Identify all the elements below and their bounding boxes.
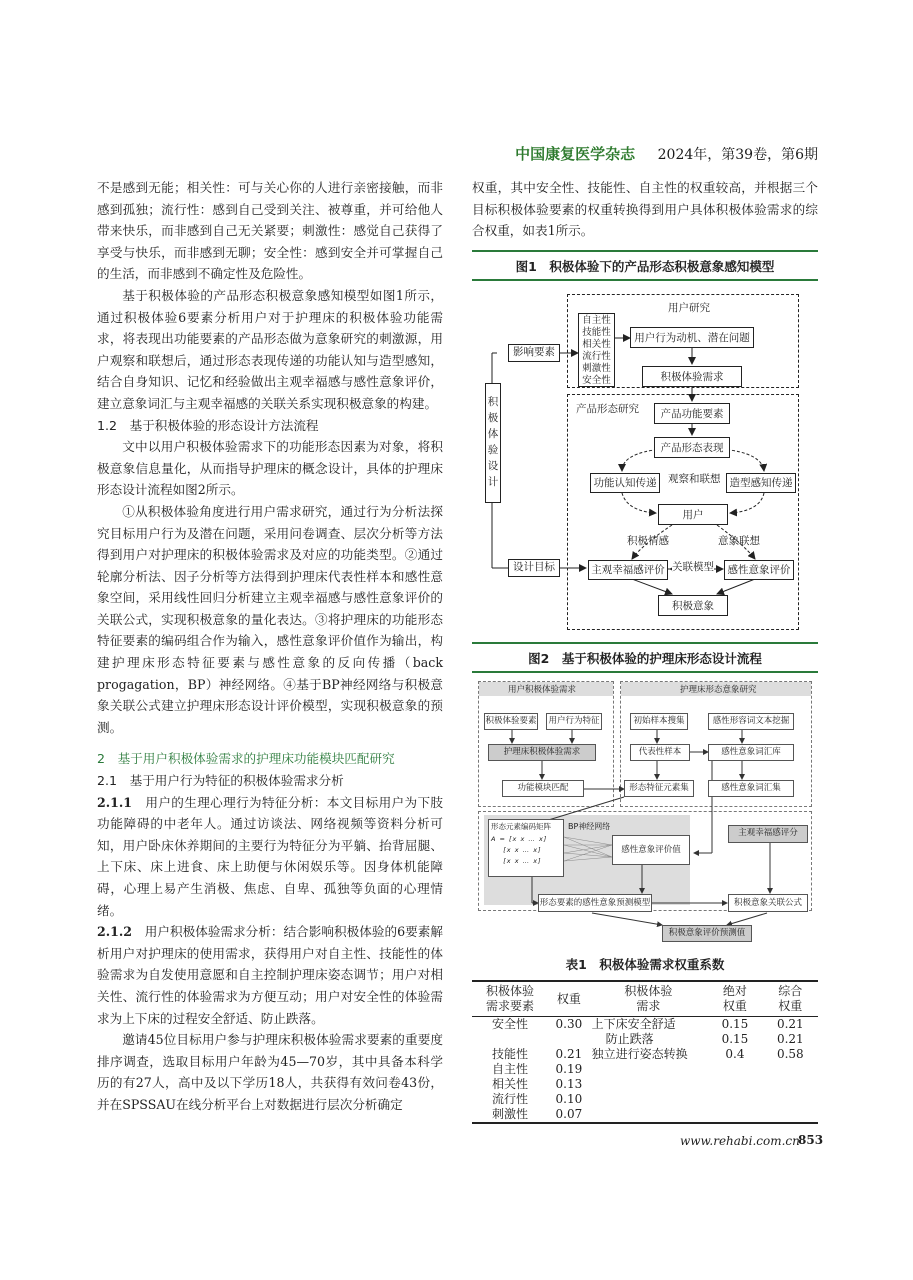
paragraph	[97, 792, 443, 922]
matrix-box	[488, 819, 564, 877]
table-cell: 0.58	[776, 1047, 804, 1061]
paragraph: 邀请45位目标用户参与护理床积极体验需求要素的重要度排序调查，选取目标用户年龄为45—70岁，其中具备本科学历的有27人，高中及以下学历18人，共获得有效问卷43份，并在SPSSAU在线分析平台上对数据进行层次分析确定	[97, 1032, 443, 1112]
table-cell: 防止跌落	[605, 1032, 654, 1046]
design-goal-box: 设计目标	[508, 559, 560, 577]
table-cell	[472, 1032, 548, 1047]
predict-model-box: 形态要素的感性意象预测模型	[538, 894, 652, 912]
table-cell	[763, 1107, 818, 1123]
paragraph: ①从积极体验角度进行用户需求研究，通过行为分析法探究目标用户行为及潜在问题，采用问卷调查、层次分析等方法得到用户对护理床的积极体验需求及对应的功能类型。②通过轮廓分析法、因子分析等方法得到护理床代表性样本和感性意象空间，采用线性回归分析建立主观幸福感与感性意象评价的关联公式，实现积极意象的量化表达。③将护理床的功能形态特征要素的编码组合作为输入，感性意象评价值作为输出，构建护理床形态特征要素与感性意象的反向传播（back progagation，BP）神经网络。④基于BP神经网络与积极意象关联公式建立护理床形态设计评价模型，实现积极意象的预测。	[97, 503, 443, 735]
association-label: 意象联想	[718, 535, 760, 547]
paragraph: 不是感到无能；相关性：可与关心你的人进行亲密接触，而非感到孤独；流行性：感到自己受到关注、被尊重，并可给他人带来快乐，而非感到自己无关紧要；刺激性：感觉自己获得了享受与快乐，而非感到无聊；安全性：感到安全并可掌握自己的生活，而非感到不确定性及危险性。	[97, 180, 443, 282]
cognition-box: 功能认知传递	[590, 473, 660, 493]
table-row	[472, 1107, 818, 1123]
rep-sample-box: 代表性样本	[630, 744, 690, 761]
table-header: 权重	[548, 981, 590, 1017]
positive-predict-box: 积极意象评价预测值	[662, 925, 752, 942]
positive-image-box: 积极意象	[658, 595, 728, 616]
styling-box: 造型感知传递	[726, 473, 796, 493]
table-cell	[707, 1077, 762, 1092]
vocab-set-box: 感性意象词汇集	[708, 780, 794, 797]
form-box: 产品形态表现	[654, 437, 730, 458]
journal-name: 中国康复医学杂志	[515, 145, 636, 163]
paragraph	[97, 921, 443, 1029]
bp-label: BP神经网络	[568, 822, 611, 831]
form-research-title: 护理床形态意象研究	[680, 685, 757, 695]
module-match-box: 功能模块匹配	[502, 780, 584, 797]
paragraph: 权重，其中安全性、技能性、自主性的权重较高，并根据三个目标积极体验要素的权重转换得到用户具体积极体验需求的综合权重，如表1所示。	[472, 180, 818, 239]
table-header: 绝对 权重	[707, 981, 762, 1017]
table-cell: 流行性	[492, 1092, 529, 1106]
table-cell: 0.10	[555, 1092, 583, 1106]
table-header: 积极体验 需求	[590, 981, 708, 1017]
section-heading: 2 基于用户积极体验需求的护理床功能模块匹配研究	[97, 751, 395, 767]
table-cell	[590, 1077, 708, 1092]
table-cell	[590, 1107, 708, 1123]
paragraph-text: 用户积极体验需求分析：结合影响积极体验的6要素解析用户对护理床的使用需求，获得用户对自主性、技能性的体验需求为自发使用意愿和自主控制护理床姿态调节；用户对相关性、流行性的体验需求为方便互动；用户对安全性的体验需求为上下床的过程安全舒适、防止跌落。	[97, 924, 443, 1026]
sample-collect-box: 初始样本搜集	[630, 713, 688, 730]
figure2	[472, 675, 818, 947]
table-cell: 0.13	[555, 1077, 583, 1091]
table-cell: 安全性	[492, 1017, 529, 1031]
positive-design-box: 积 极 体 验 设 计	[485, 383, 501, 503]
table-cell: 0.15	[721, 1032, 749, 1046]
table-row	[472, 1077, 818, 1092]
table-header: 综合 权重	[763, 981, 818, 1017]
feature-set-box: 形态特征元素集	[624, 780, 694, 797]
influence-box: 影响要素	[508, 344, 560, 362]
eval-value-box: 感性意象评价值	[612, 835, 690, 865]
observe-label: 观察和联想	[668, 473, 721, 485]
page-number: 853	[798, 1133, 824, 1147]
user-need-title: 用户积极体验需求	[508, 685, 577, 695]
table-cell: 0.4	[725, 1047, 745, 1061]
wellbeing-box: 主观幸福感评价	[588, 560, 668, 580]
factors-box: 自主性 技能性 相关性 流行性 刺激性 安全性	[578, 313, 615, 387]
table-cell	[763, 1062, 818, 1077]
table-body	[472, 1017, 818, 1124]
table-cell	[763, 1092, 818, 1107]
user-research-label: 用户研究	[668, 302, 710, 314]
paragraph-text: 用户的生理心理行为特征分析：本文目标用户为下肢功能障碍的中老年人。通过访谈法、网络视频等资料分析可知，用户卧床休养期间的主要行为特征分为平躺、抬背屈腿、上下床、床上进食、床上助便与休闲娱乐等。因身体机能障碍，心理上易产生消极、焦虑、自卑、孤独等负面的心理情绪。	[97, 794, 443, 918]
table-cell: 独立进行姿态转换	[591, 1047, 688, 1061]
text-mining-box: 感性形容词文本挖掘	[708, 713, 794, 730]
figure1-title: 图1 积极体验下的产品形态积极意象感知模型	[515, 259, 775, 274]
table-cell	[707, 1062, 762, 1077]
kansei-box: 感性意象评价	[724, 560, 794, 580]
paragraph-number: 2.1.1	[97, 794, 133, 810]
issue-info: 2024年，第39卷，第6期	[657, 147, 818, 163]
figure-rule	[472, 250, 818, 252]
table-row	[472, 1047, 818, 1062]
table-cell: 0.21	[776, 1032, 804, 1046]
table-row	[472, 1032, 818, 1047]
table-row	[472, 1017, 818, 1033]
table-cell: 0.07	[555, 1107, 583, 1121]
matrix-glyphs: A = [x x … x] [x x … x] [x x … x]	[491, 835, 548, 865]
table-header: 积极体验 需求要素	[472, 981, 548, 1017]
table-cell	[707, 1092, 762, 1107]
need-factor-box: 积极体验要素	[484, 713, 538, 730]
figure1	[472, 283, 818, 635]
function-box: 产品功能要素	[654, 403, 730, 424]
behavior-box: 用户行为动机、潜在问题	[630, 327, 754, 348]
figure2-title: 图2 基于积极体验的护理床形态设计流程	[528, 651, 762, 666]
form-research-label: 产品形态研究	[576, 403, 639, 415]
vocab-lib-box: 感性意象词汇库	[708, 744, 794, 761]
table-cell	[548, 1032, 590, 1047]
positive-emotion-label: 积极情感	[627, 535, 669, 547]
table-cell	[707, 1107, 762, 1123]
table-cell: 上下床安全舒适	[591, 1017, 676, 1031]
table-cell	[763, 1077, 818, 1092]
paragraph: 基于积极体验的产品形态积极意象感知模型如图1所示，通过积极体验6要素分析用户对于护理床的积极体验功能需求，将表现出功能要素的产品形态做为意象研究的刺激源，用户观察和联想后，通过形态表现传递的功能认知与造型感知，结合自身知识、记忆和经验做出主观幸福感与感性意象评价，建立意象词汇与主观幸福感的关联关系实现积极意象的构建。	[97, 287, 443, 411]
behavior-feature-box: 用户行为特征	[546, 713, 602, 730]
table-header-row	[472, 981, 818, 1017]
weight-table	[472, 980, 818, 1124]
journal-url: www.rehabi.com.cn	[680, 1134, 800, 1148]
table-cell: 技能性	[492, 1047, 529, 1061]
table-cell: 刺激性	[492, 1107, 529, 1121]
journal-header	[515, 143, 818, 164]
figure-rule	[472, 279, 818, 281]
user-box: 用户	[658, 504, 728, 525]
paragraph: 文中以用户积极体验需求下的功能形态因素为对象，将积极意象信息量化，从而指导护理床的概念设计，具体的护理床形态设计流程如图2所示。	[97, 439, 443, 498]
left-column	[97, 177, 443, 1116]
wellbeing-score-box: 主观幸福感评分	[728, 825, 808, 843]
need-box: 积极体验需求	[642, 366, 742, 387]
matrix-label: 形态元素编码矩阵	[491, 822, 551, 831]
table-cell	[590, 1062, 708, 1077]
table-cell: 0.19	[555, 1062, 583, 1076]
table-row	[472, 1092, 818, 1107]
table-cell: 0.21	[555, 1047, 583, 1061]
paragraph-number: 2.1.2	[97, 924, 133, 940]
table-cell: 自主性	[492, 1062, 529, 1076]
table-cell: 0.15	[721, 1017, 749, 1031]
bed-need-box: 护理床积极体验需求	[488, 744, 596, 761]
table1-title: 表1 积极体验需求权重系数	[565, 957, 725, 972]
subsection-heading: 2.1 基于用户行为特征的积极体验需求分析	[97, 773, 344, 789]
figure-rule	[472, 642, 818, 644]
table-cell: 相关性	[492, 1077, 529, 1091]
table-row	[472, 1062, 818, 1077]
figure-rule	[472, 671, 818, 673]
table-cell	[590, 1092, 708, 1107]
section-heading: 1.2 基于积极体验的形态设计方法流程	[97, 417, 319, 433]
table-cell: 0.21	[776, 1017, 804, 1031]
relation-formula-box: 积极意象关联公式	[728, 894, 808, 912]
relation-label: 关联模型	[672, 561, 714, 573]
right-column	[472, 177, 818, 242]
table-cell: 0.30	[555, 1017, 583, 1031]
